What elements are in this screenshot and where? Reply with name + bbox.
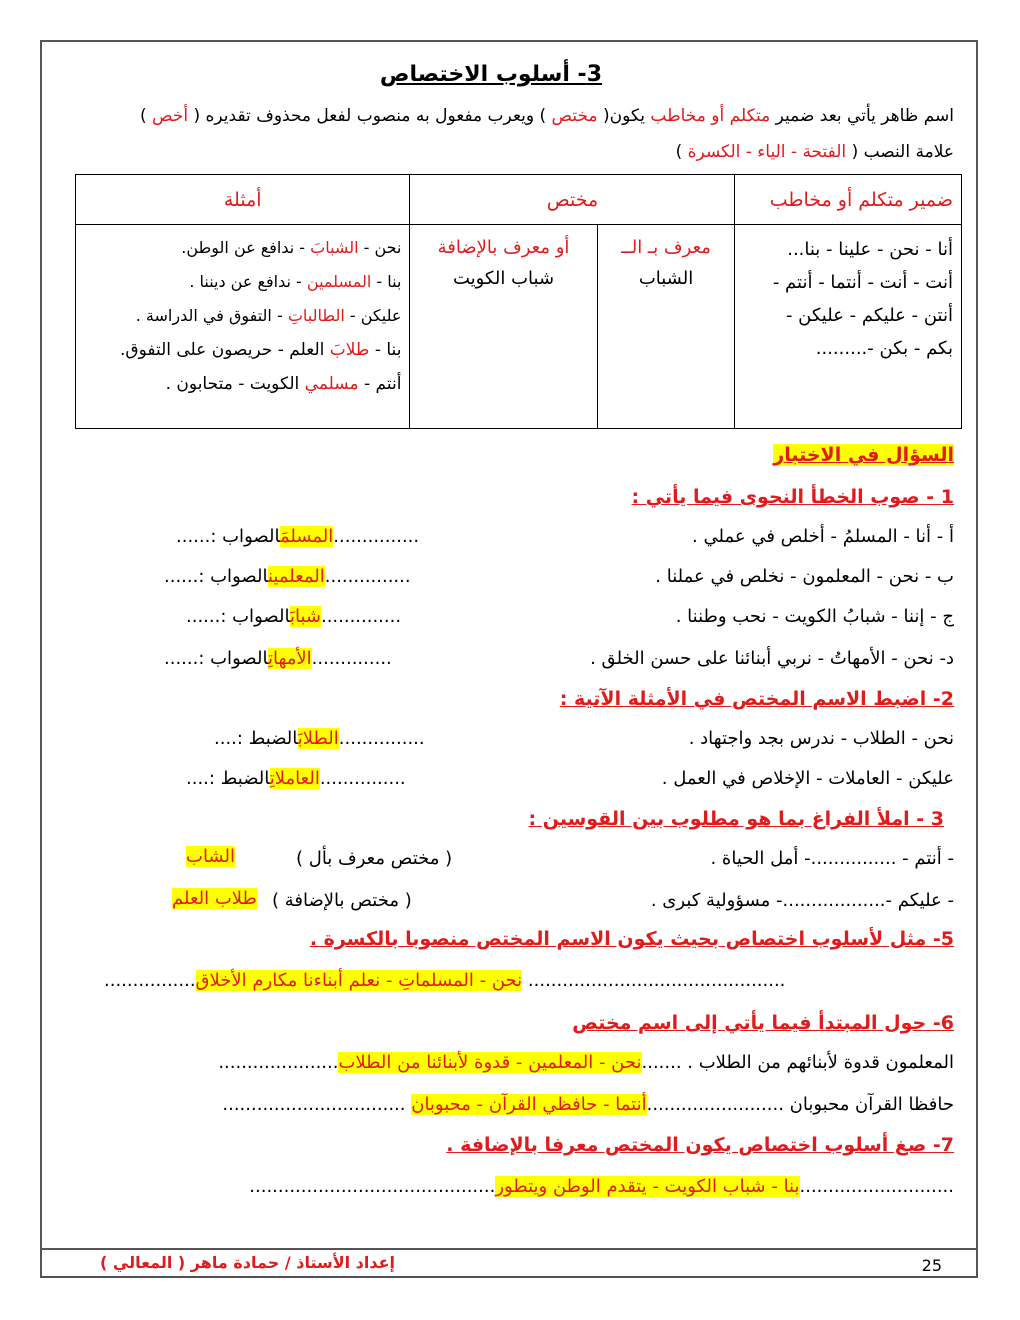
idafa-example: شباب الكويت <box>452 268 555 289</box>
q2-answer-line: ...............العاملاتِالضبط :.... <box>186 768 406 789</box>
definition-red-1: متكلم أو مخاطب <box>650 106 771 126</box>
pronoun-line: بكم - بكن -......... <box>815 338 953 359</box>
sign-line <box>676 142 954 162</box>
q1-answer-line: ...............المعلمينالصواب :...... <box>164 566 411 587</box>
example-line: أنتم - مسلمي الكويت - متحابون . <box>165 374 402 394</box>
q1-answer: المعلمين <box>267 566 325 587</box>
q6-heading: 6- حول المبتدأ فيما يأتي إلى اسم مختص <box>572 1012 954 1034</box>
q1-answer: المسلمَ <box>279 526 334 547</box>
q3-sentence: - عليكم -..................- مسؤولية كبرى . <box>650 890 954 911</box>
q1-sentence: د- نحن - الأمهاتُ - نربي أبنائنا على حسن الخلق . <box>590 648 954 669</box>
q1-heading: 1 - صوب الخطأ النحوى فيما يأتي : <box>631 486 954 508</box>
sign-values: الفتحة - الياء - الكسرة <box>682 142 852 162</box>
q2-heading: 2- اضبط الاسم المختص في الأمثلة الآتية : <box>559 688 954 710</box>
q1-answer-line: ...............المسلمَالصواب :...... <box>176 526 420 547</box>
definition-line <box>140 106 954 126</box>
q2-answer: العاملاتِ <box>269 768 320 789</box>
idafa-label: أو معرف بالإضافة <box>437 237 570 258</box>
definition-text: يكون( <box>597 106 651 126</box>
q5-answer: نحن - المسلماتِ - نعلم أبناءنا مكارم الأخلاق <box>195 970 523 991</box>
footer-author: إعداد الأستاذ / حمادة ماهر ( المعالي ) <box>100 1253 396 1272</box>
q6-answer: نحن - المعلمين - قدوة لأبنائنا من الطلاب <box>338 1052 642 1073</box>
q6-line: حافظا القرآن محبوبان ........................أنتما - حافظي القرآن - محبوبان ................................ <box>222 1094 954 1115</box>
definition-red-3: أخص <box>152 106 189 126</box>
pronoun-line: أنا - نحن - علينا - بنا... <box>787 239 953 260</box>
pronoun-line: أنتن - عليكم - عليكن - <box>785 305 953 326</box>
al-example: الشباب <box>638 268 694 289</box>
q2-answer: الطلابَ <box>297 728 339 749</box>
footer-divider <box>42 1248 976 1250</box>
q7-heading: 7- صغ أسلوب اختصاص يكون المختص معرفا بالإضافة . <box>446 1134 954 1156</box>
q3-hint: ( مختص بالإضافة ) <box>272 890 412 911</box>
q3-answer: الشاب <box>186 846 235 867</box>
q1-sentence: أ - أنا - المسلمُ - أخلص في عملي . <box>692 526 954 547</box>
sign-label: علامة النصب ( <box>851 142 954 162</box>
q3-heading: 3 - املأ الفراغ بما هو مطلوب بين القوسين : <box>528 808 944 830</box>
pronoun-line: أنت - أنت - أنتما - أنتم - <box>772 272 953 293</box>
q7-answer: بنا - شباب الكويت - يتقدم الوطن ويتطور <box>495 1176 800 1197</box>
q1-answer-line: ..............الأمهاتِالصواب :...... <box>164 648 392 669</box>
header-examples: أمثلة <box>76 175 410 225</box>
sign-end: ) <box>675 142 683 162</box>
q2-sentence: نحن - الطلاب - ندرس بجد واجتهاد . <box>688 728 954 749</box>
example-line: بنا - طلابَ العلم - حريصون على التفوق. <box>119 340 402 360</box>
al-label: معرف بـ الــ <box>621 237 711 258</box>
exam-heading: السؤال في الاختبار <box>773 444 954 466</box>
q3-answer: طلاب العلم <box>172 888 257 909</box>
example-line: عليكن - الطالباتِ - التفوق في الدراسة . <box>135 306 402 325</box>
page-number: 25 <box>921 1256 942 1275</box>
definition-red-2: مختص <box>551 106 598 126</box>
q1-answer-line: ..............شبابَالصواب :...... <box>186 606 402 627</box>
q2-sentence: عليكن - العاملات - الإخلاص في العمل . <box>661 768 954 789</box>
rules-table <box>75 174 962 429</box>
q6-line: المعلمون قدوة لأبنائهم من الطلاب . .......نحن - المعلمين - قدوة لأبنائنا من الطلاب..................... <box>218 1052 954 1073</box>
header-pronoun: ضمير متكلم أو مخاطب <box>735 175 962 225</box>
examples-cell <box>76 225 410 429</box>
q5-answer-line: ............................................. نحن - المسلماتِ - نعلم أبناءنا مكارم الأخلاق................ <box>104 970 786 991</box>
page-title: 3- أسلوب الاختصاص <box>379 62 602 87</box>
example-line: نحن - الشبابَ - ندافع عن الوطن. <box>181 238 402 257</box>
q5-heading: 5- مثل لأسلوب اختصاص بحيث يكون الاسم المختص منصوبا بالكسرة . <box>309 928 954 950</box>
q3-hint: ( مختص معرف بأل ) <box>296 848 453 869</box>
q1-sentence: ج - إننا - شبابُ الكويت - نحب وطننا . <box>675 606 954 627</box>
q2-answer-line: ...............الطلابَالضبط :.... <box>214 728 425 749</box>
q3-sentence: - أنتم - ...............- أمل الحياة . <box>710 848 954 869</box>
example-line: بنا - المسلمين - ندافع عن ديننا . <box>189 272 402 291</box>
definition-text: ) ويعرب مفعول به منصوب لفعل محذوف تقديره ( <box>188 106 552 126</box>
q1-answer: شبابَ <box>289 606 321 627</box>
q6-answer: أنتما - حافظي القرآن - محبوبان <box>411 1094 647 1115</box>
q1-sentence: ب - نحن - المعلمون - نخلص في عملنا . <box>655 566 954 587</box>
q1-answer: الأمهاتِ <box>267 648 312 669</box>
definition-text: ) <box>139 106 153 126</box>
header-mukhtas: مختص <box>410 175 735 225</box>
idafa-cell <box>410 225 597 429</box>
al-cell <box>597 225 735 429</box>
pronoun-cell <box>735 225 962 429</box>
definition-text: اسم ظاهر يأتي بعد ضمير <box>770 106 954 126</box>
q7-answer-line: ...........................بنا - شباب الكويت - يتقدم الوطن ويتطور........................................... <box>249 1176 954 1197</box>
